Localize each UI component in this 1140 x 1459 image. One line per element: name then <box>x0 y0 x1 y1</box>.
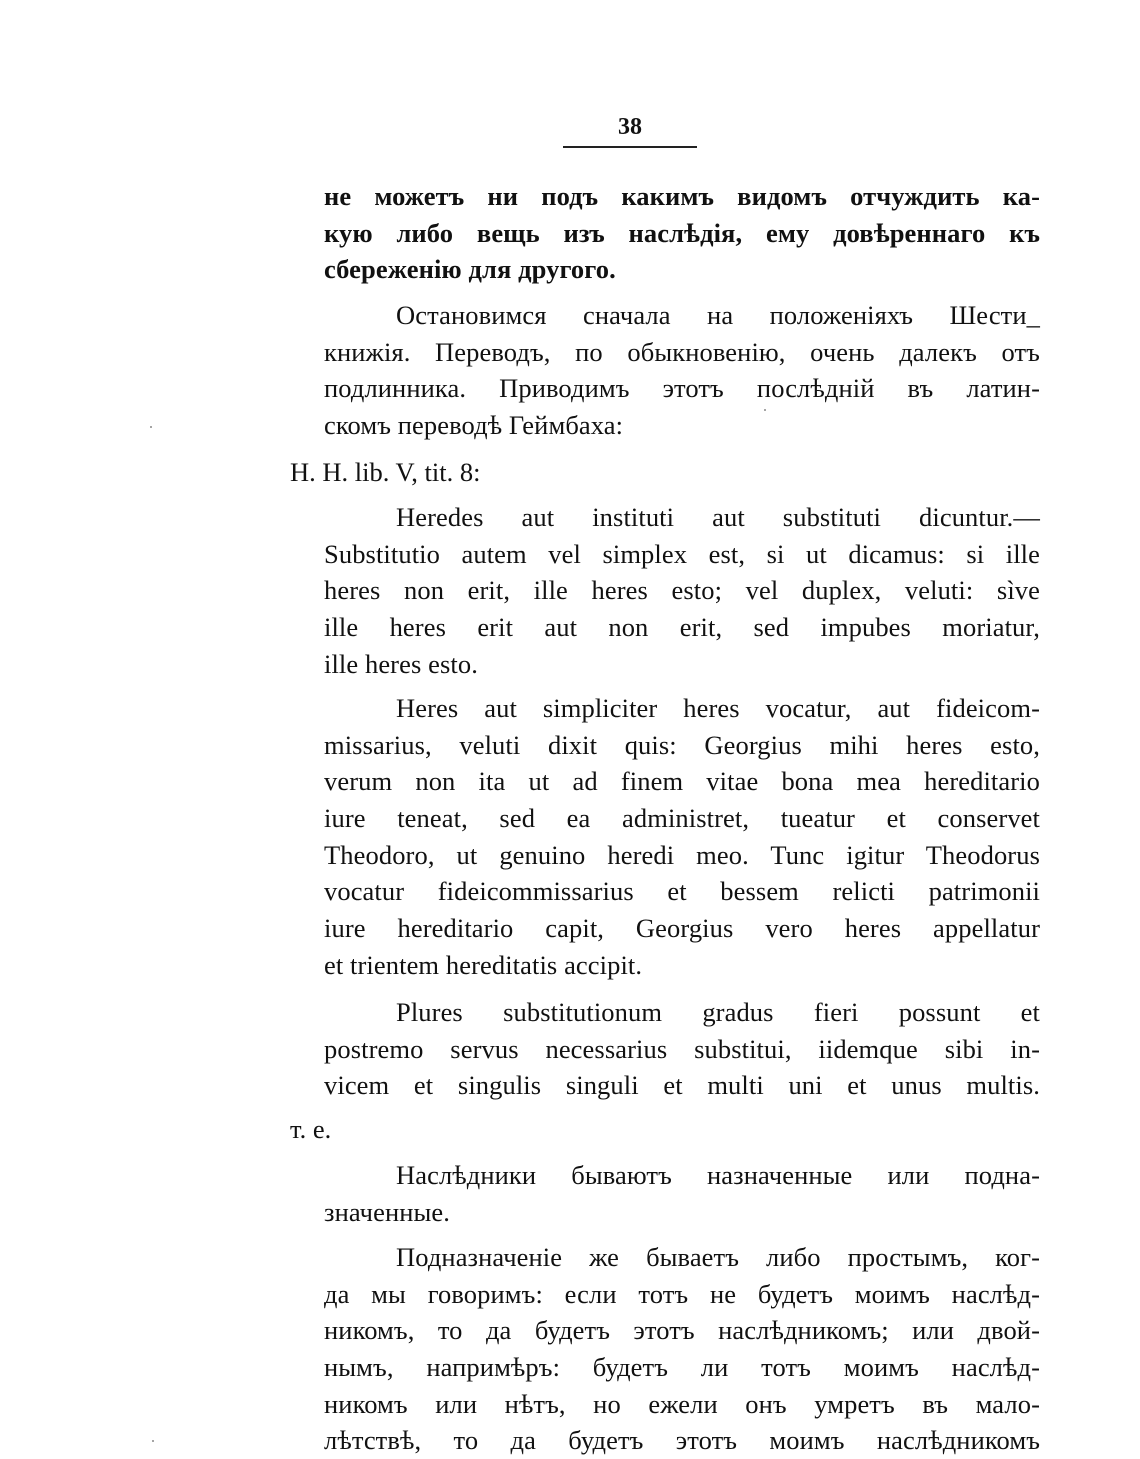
text-line: vicem et singulis singuli et multi uni et unus multis. <box>324 1070 1040 1101</box>
text-line: iure hereditario capit, Georgius vero heres appellatur <box>324 913 1040 944</box>
latin-paragraph-2 <box>324 690 1040 984</box>
text-line: никомъ или нѣтъ, но ежели онъ умретъ въ мало- <box>324 1388 1040 1419</box>
text-line: лѣтствѣ, то да будетъ этотъ моимъ наслѣдникомъ <box>324 1425 1040 1456</box>
scan-speck <box>764 409 766 411</box>
text-line: скомъ переводѣ Геймбаха: <box>324 410 624 441</box>
text-line: значенные. <box>324 1196 450 1227</box>
text-line: vocatur fideicommissarius et bessem relicti patrimonii <box>324 876 1040 907</box>
text-line: iure teneat, sed ea administret, tueatur et conservet <box>324 803 1040 834</box>
text-line: не можетъ ни подъ какимъ видомъ отчуждить ка- <box>324 181 1040 211</box>
text-line: ille heres esto. <box>324 648 478 679</box>
latin-paragraph-1 <box>324 499 1040 682</box>
latin-paragraph-3 <box>324 994 1040 1104</box>
scan-speck <box>150 426 152 428</box>
text-line: подлинника. Приводимъ этотъ послѣдній въ латин- <box>324 373 1040 404</box>
text-line: Theodoro, ut genuino heredi meo. Tunc igitur Theodorus <box>324 839 1040 870</box>
text-line: postremo servus necessarius substitui, iidemque sibi in- <box>324 1033 1040 1064</box>
text-line: Substitutio autem vel simplex est, si ut dicamus: si ille <box>324 538 1040 569</box>
page-number-rule <box>563 146 697 148</box>
text-line: et trientem hereditatis accipit. <box>324 949 643 980</box>
russian-paragraph-1 <box>324 1157 1040 1230</box>
text-line: Подназначеніе же бываетъ либо простымъ, ког- <box>396 1242 1040 1272</box>
text-line: heres non erit, ille heres esto; vel duplex, veluti: sìve <box>324 575 1040 606</box>
text-line: никомъ, то да будетъ этотъ наслѣдникомъ; или двой- <box>324 1315 1040 1346</box>
paragraph-continuation <box>324 178 1040 288</box>
text-line: Heredes aut instituti aut substituti dicuntur.— <box>396 502 1040 532</box>
text-line: verum non ita ut ad finem vitae bona mea hereditario <box>324 766 1040 797</box>
text-line: нымъ, напримѣръ: будетъ ли тотъ моимъ наслѣд- <box>324 1352 1040 1383</box>
text-line: Наслѣдники бываютъ назначенные или подна- <box>396 1160 1040 1190</box>
text-line: Plures substitutionum gradus fieri possunt et <box>396 997 1040 1027</box>
page-number: 38 <box>618 114 642 140</box>
text-line: книжія. Переводъ, по обыкновенію, очень далекъ отъ <box>324 336 1040 367</box>
text-line: Heres aut simpliciter heres vocatur, aut fideicom- <box>396 693 1040 723</box>
russian-paragraph-2 <box>324 1239 1040 1459</box>
text-line: Остановимся сначала на положеніяхъ Шести_ <box>396 300 1040 330</box>
text-line: да мы говоримъ: если тотъ не будетъ моимъ наслѣд- <box>324 1278 1040 1309</box>
text-line: сбереженію для другого. <box>324 254 616 285</box>
paragraph-intro <box>324 297 1040 444</box>
scan-speck <box>152 1440 154 1442</box>
abbreviation-heading: т. е. <box>290 1114 332 1144</box>
text-line: missarius, veluti dixit quis: Georgius mihi heres esto, <box>324 729 1040 760</box>
text-line: кую либо вещь изъ наслѣдія, ему довѣреннаго къ <box>324 217 1040 248</box>
text-line: ille heres erit aut non erit, sed impubes moriatur, <box>324 612 1040 643</box>
citation-heading: H. H. lib. V, tit. 8: <box>290 457 481 487</box>
